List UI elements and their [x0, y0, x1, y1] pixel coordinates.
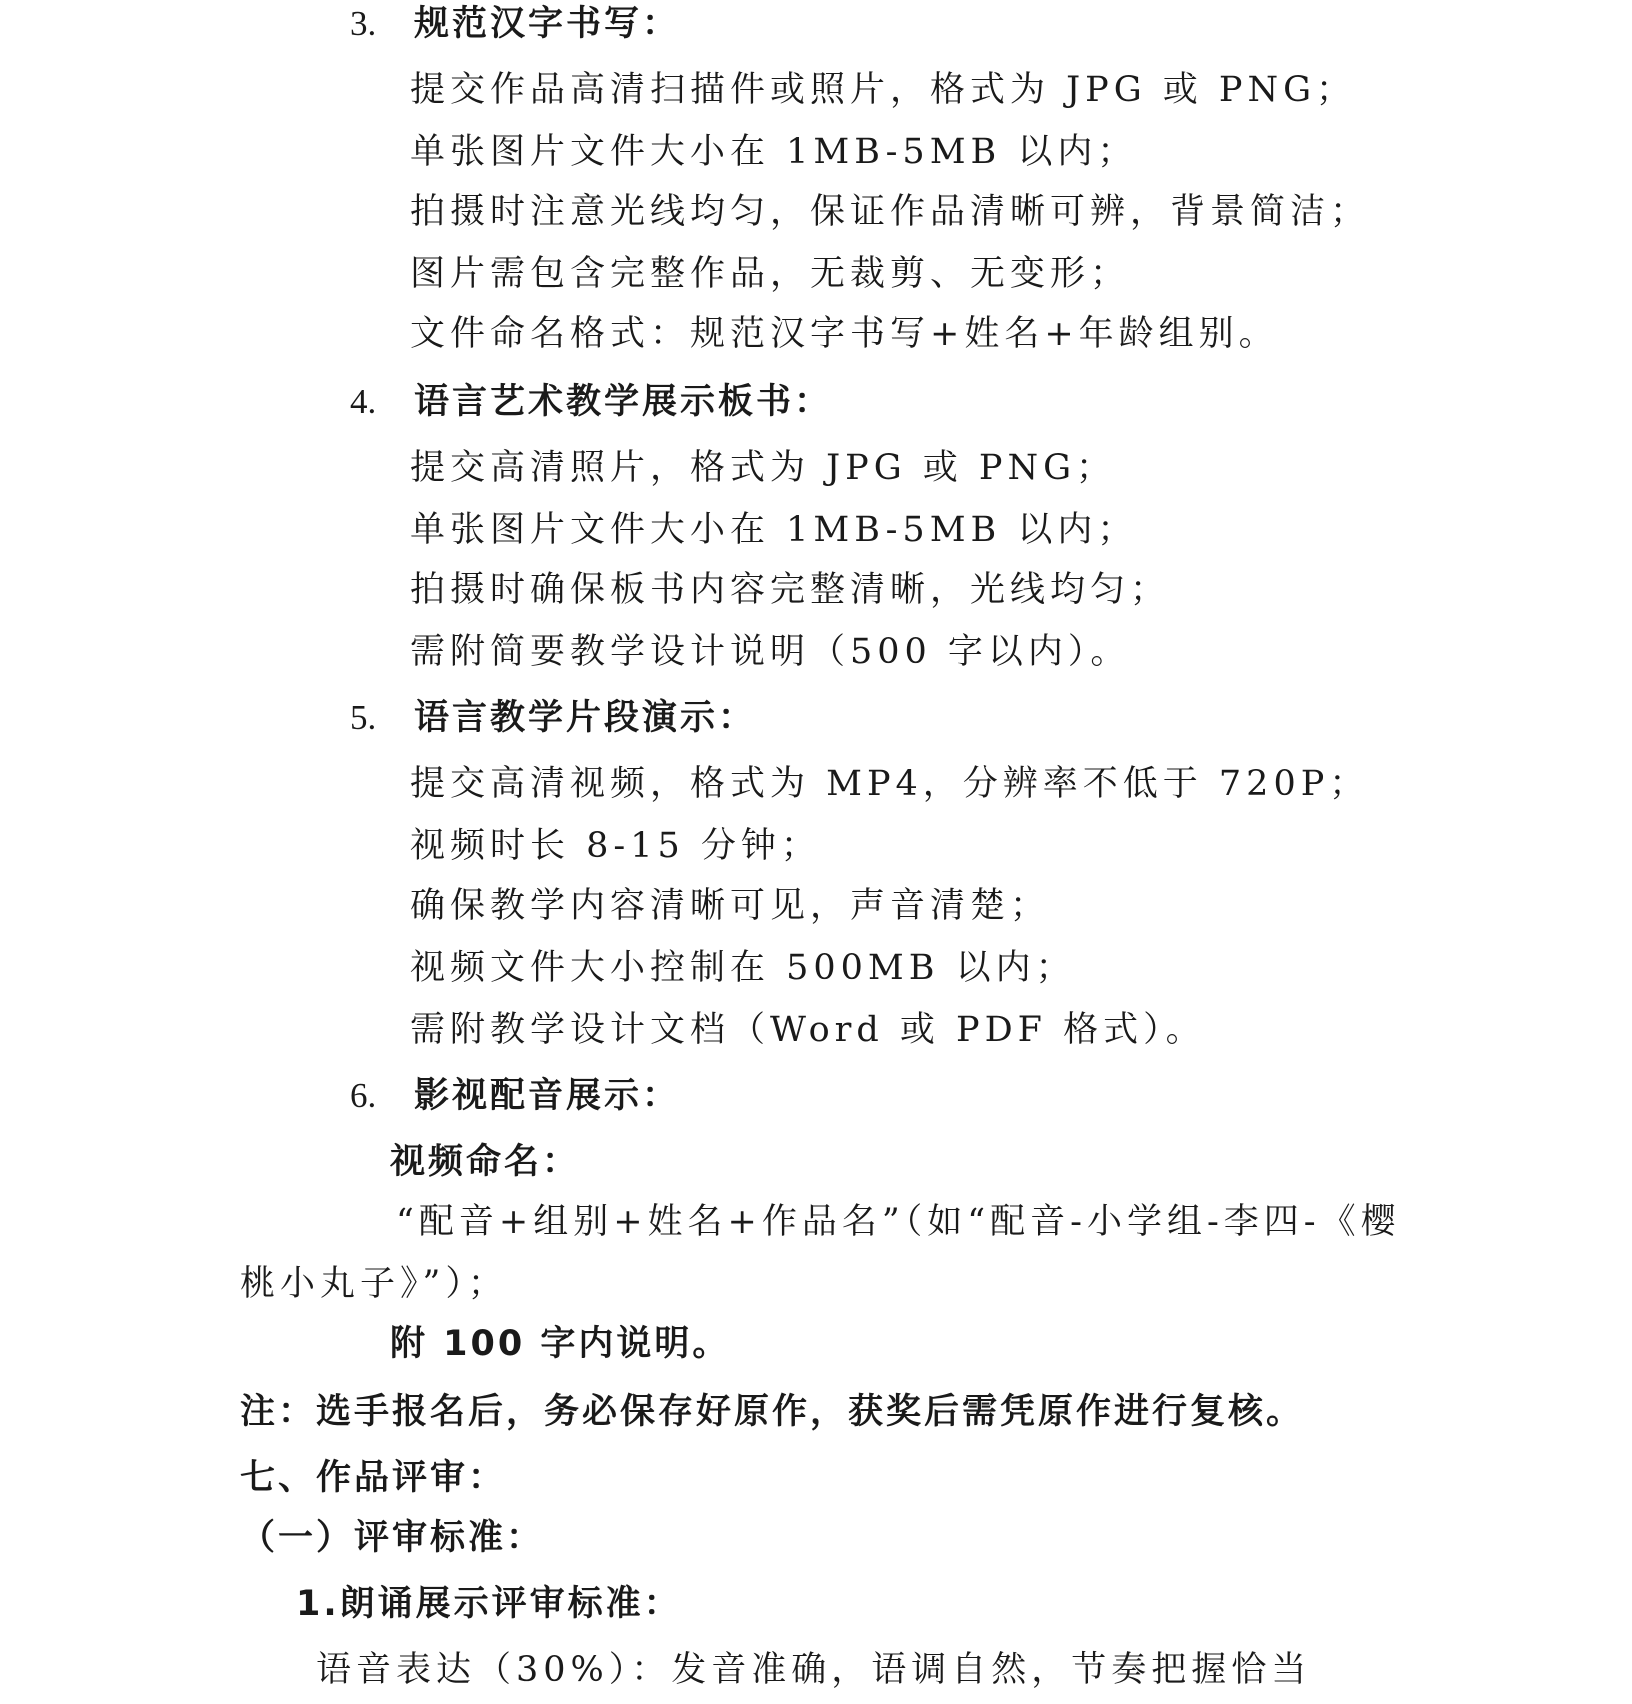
- s5-item-5: 需附教学设计文档（Word 或 PDF 格式）。: [410, 1010, 1206, 1050]
- s5-item-2: 视频时长 8-15 分钟；: [410, 826, 821, 866]
- section-3-heading: [350, 2, 680, 46]
- s4-item-1: 提交高清照片，格式为 JPG 或 PNG；: [410, 448, 1117, 488]
- s4-item-2: 单张图片文件大小在 1MB-5MB 以内；: [410, 510, 1138, 550]
- section-title: 语言教学片段演示：: [414, 698, 757, 738]
- s6-naming-label: 视频命名：: [390, 1142, 581, 1182]
- criteria-item-1-title: 1.朗诵展示评审标准：: [296, 1584, 682, 1624]
- s3-item-1: 提交作品高清扫描件或照片，格式为 JPG 或 PNG；: [410, 70, 1357, 110]
- subsection-1-title: （一）评审标准：: [240, 1518, 545, 1558]
- s5-item-3: 确保教学内容清晰可见，声音清楚；: [410, 886, 1051, 926]
- section-number: 6.: [350, 1076, 377, 1115]
- s6-note: 附 100 字内说明。: [390, 1324, 731, 1364]
- s6-naming-line-2: 桃小丸子》”）；: [240, 1264, 508, 1304]
- s6-naming-line-1: “配音+组别+姓名+作品名”（如“配音-小学组-李四-《樱: [396, 1202, 1401, 1242]
- s3-item-2: 单张图片文件大小在 1MB-5MB 以内；: [410, 132, 1138, 172]
- section-title: 规范汉字书写：: [414, 4, 681, 44]
- s4-item-3: 拍摄时确保板书内容完整清晰，光线均匀；: [410, 570, 1171, 610]
- section-title: 影视配音展示：: [414, 1076, 681, 1116]
- section-number: 3.: [350, 4, 377, 43]
- s3-item-3: 拍摄时注意光线均匀，保证作品清晰可辨，背景简洁；: [410, 192, 1371, 232]
- chapter-7-title: 七、作品评审：: [240, 1458, 507, 1498]
- s3-item-5: 文件命名格式：规范汉字书写+姓名+年龄组别。: [410, 314, 1279, 354]
- section-6-heading: [350, 1074, 680, 1118]
- section-4-heading: [350, 380, 832, 424]
- section-title: 语言艺术教学展示板书：: [414, 382, 833, 422]
- notice: 注：选手报名后，务必保存好原作，获奖后需凭原作进行复核。: [240, 1392, 1305, 1432]
- s3-item-4: 图片需包含完整作品，无裁剪、无变形；: [410, 254, 1131, 294]
- section-number: 4.: [350, 382, 377, 421]
- s5-item-4: 视频文件大小控制在 500MB 以内；: [410, 948, 1076, 988]
- criterion-voice-expression: 语音表达（30%）：发音准确，语调自然，节奏把握恰当: [316, 1650, 1312, 1690]
- section-5-heading: [350, 696, 756, 740]
- section-number: 5.: [350, 698, 377, 737]
- s5-item-1: 提交高清视频，格式为 MP4，分辨率不低于 720P；: [410, 764, 1370, 804]
- s4-item-4: 需附简要教学设计说明（500 字以内）。: [410, 632, 1131, 672]
